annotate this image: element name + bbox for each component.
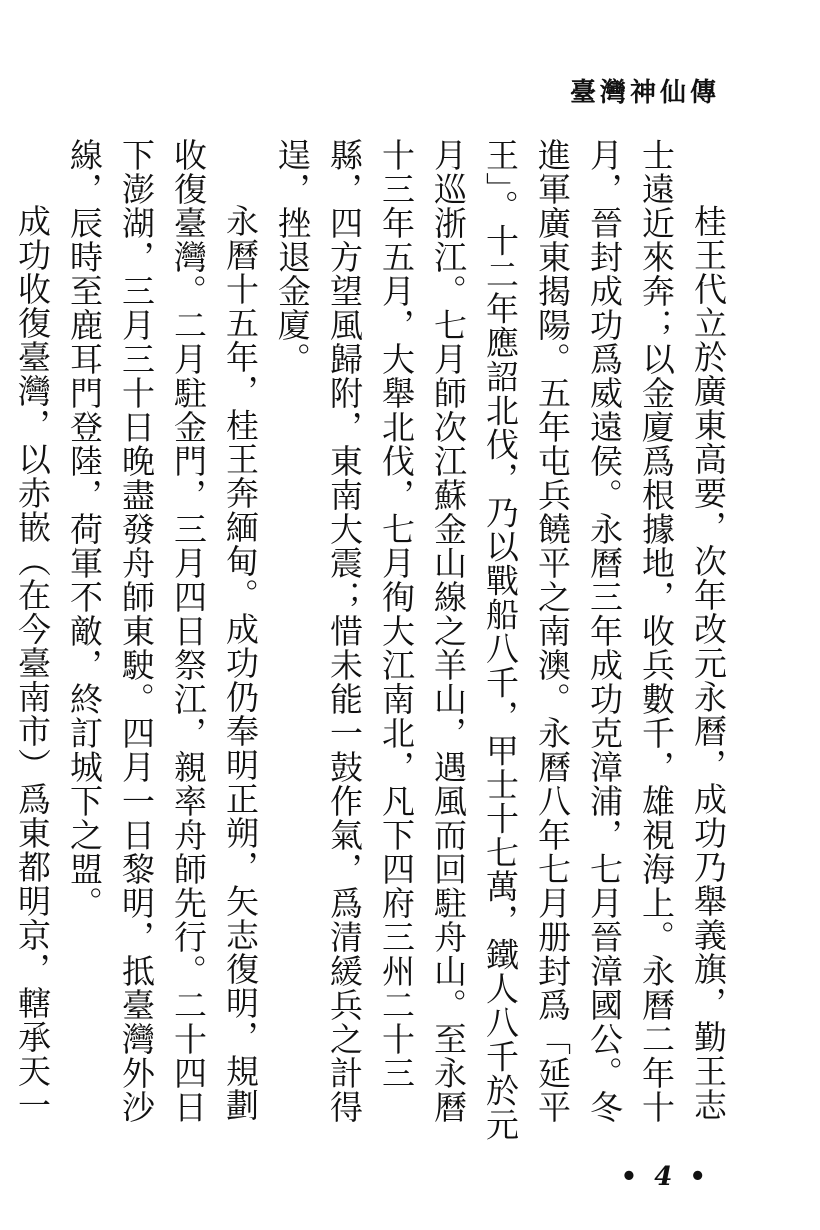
paragraph-3: 成功收復臺灣，以赤嵌（在今臺南市）爲東都明京，轄承天一 — [13, 204, 52, 1122]
running-header: 臺灣神仙傳 — [569, 78, 720, 108]
paragraph-2: 永曆十五年，桂王奔緬甸。成功仍奉明正朔，矢志復明，規劃收復臺灣。二月駐金門，三月四日祭江，親率舟師先行。二十四日下澎湖，三月三十日晚盡發舟師東駛。四月一日黎明，抵臺灣外沙線，辰時至鹿耳門登陸，荷軍不敵，終訂城下之盟。 — [65, 138, 260, 1124]
page-number: • 4 • — [620, 1162, 710, 1192]
body-text — [13, 138, 734, 1148]
paragraph-1: 桂王代立於廣東高要，次年改元永曆，成功乃舉義旗，勤王志士遠近來奔；以金廈爲根據地，收兵數千，雄視海上。永曆二年十月，晉封成功爲威遠侯。永曆三年成功克漳浦，七月晉漳國公。冬進軍廣東揭陽。五年屯兵饒平之南澳。永曆八年七月册封爲「延平王」。十二年應詔北伐，乃以戰船八千，甲士十七萬，鐵人八千於元月巡浙江。七月師次江蘇金山線之羊山，遇風而回駐舟山。至永曆十三年五月，大舉北伐，七月徇大江南北，凡下四府三州二十三縣，四方望風歸附，東南大震；惜未能一鼓作氣，爲清緩兵之計得逞，挫退金廈。 — [273, 138, 728, 1142]
